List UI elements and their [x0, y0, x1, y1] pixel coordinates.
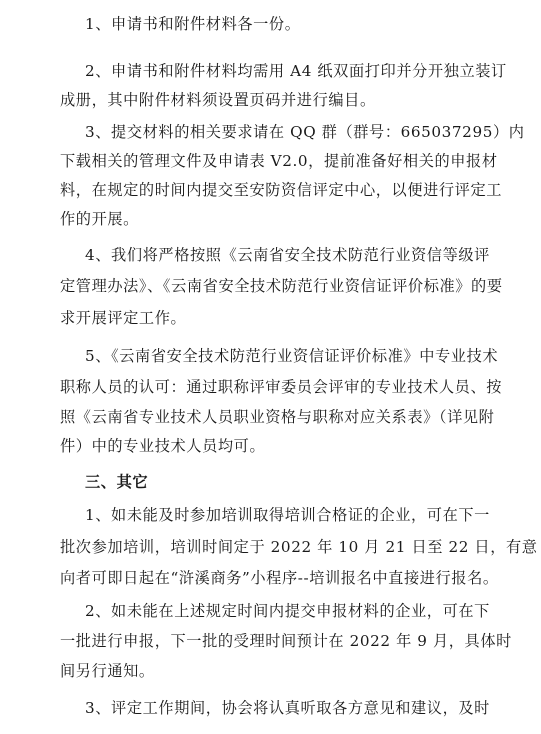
other-item-1-line: 1、如未能及时参加培训取得培训合格证的企业，可在下一	[85, 506, 490, 524]
item-4-line: 定管理办法》、《云南省安全技术防范行业资信证评价标准》的要	[60, 277, 503, 295]
item-5-line: 职称人员的认可：通过职称评审委员会评审的专业技术人员、按	[60, 378, 503, 396]
other-item-1-line: 批次参加培训，培训时间定于 2022 年 10 月 21 日至 22 日，有意	[60, 538, 538, 556]
other-item-2-line: 间另行通知。	[60, 662, 155, 680]
other-item-3-line: 3、评定工作期间，协会将认真听取各方意见和建议，及时	[85, 699, 490, 717]
item-1-line: 1、申请书和附件材料各一份。	[85, 15, 301, 33]
item-5-line: 5、《云南省安全技术防范行业资信证评价标准》中专业技术	[85, 347, 499, 365]
item-5-line: 照《云南省专业技术人员职业资格与职称对应关系表》（详见附	[60, 408, 495, 426]
item-4-line: 4、我们将严格按照《云南省安全技术防范行业资信等级评	[85, 246, 490, 264]
other-item-2-line: 一批进行申报，下一批的受理时间预计在 2022 年 9 月，具体时	[60, 632, 512, 650]
other-item-2-line: 2、如未能在上述规定时间内提交申报材料的企业，可在下	[85, 602, 490, 620]
item-3-line: 作的开展。	[60, 210, 139, 228]
item-2-line: 成册，其中附件材料须设置页码并进行编目。	[60, 91, 376, 109]
item-3-line: 3、提交材料的相关要求请在 QQ 群（群号：665037295）内	[85, 123, 525, 141]
item-4-line: 求开展评定工作。	[60, 309, 187, 327]
item-3-line: 料，在规定的时间内提交至安防资信评定中心，以便进行评定工	[60, 181, 503, 199]
section-heading-other: 三、其它	[85, 473, 149, 491]
other-item-1-line: 向者可即日起在“浒溪商务”小程序--培训报名中直接进行报名。	[60, 569, 499, 587]
item-2-line: 2、申请书和附件材料均需用 A4 纸双面打印并分开独立装订	[85, 62, 507, 80]
item-3-line: 下载相关的管理文件及申请表 V2.0，提前准备好相关的申报材	[60, 152, 498, 170]
item-5-line: 件）中的专业技术人员均可。	[60, 437, 266, 455]
